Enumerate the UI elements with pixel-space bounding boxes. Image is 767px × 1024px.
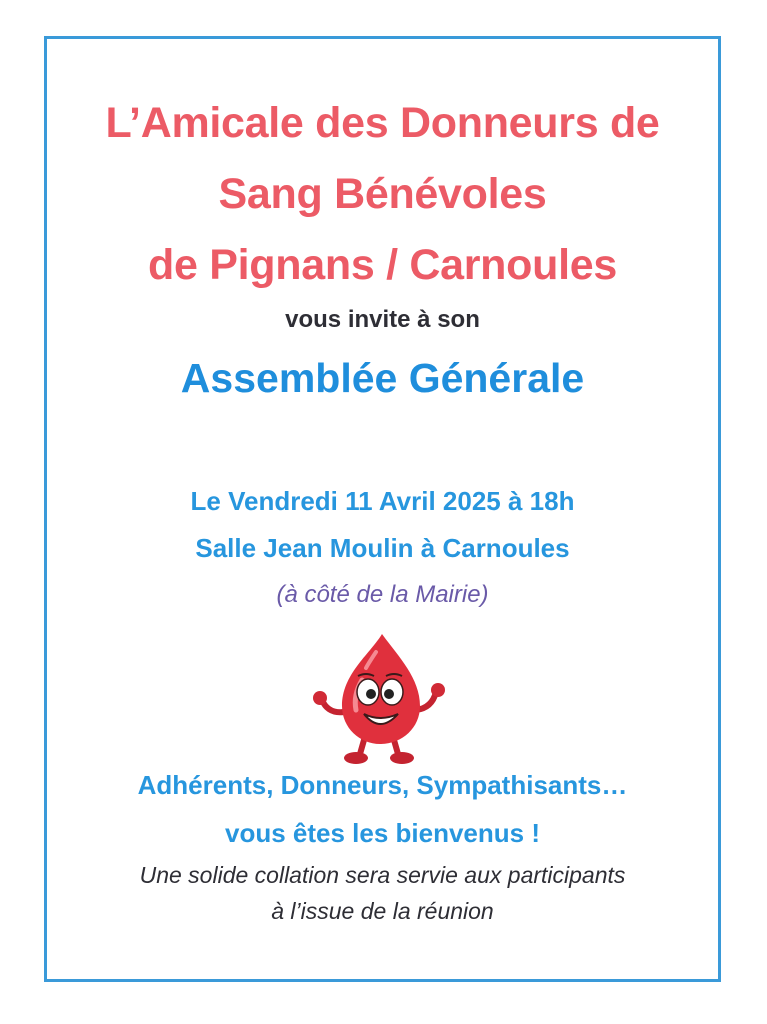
event-name: Assemblée Générale xyxy=(180,355,585,401)
event-venue: Salle Jean Moulin à Carnoules xyxy=(195,533,570,563)
invite-text: vous invite à son xyxy=(285,306,480,333)
title-line-3: de Pignans / Carnoules xyxy=(148,241,617,289)
snack-line-1: Une solide collation sera servie aux participants xyxy=(139,862,626,888)
welcome-line-2: vous êtes les bienvenus ! xyxy=(224,818,540,848)
venue-note: (à côté de la Mairie) xyxy=(276,581,489,608)
welcome-line-1: Adhérents, Donneurs, Sympathisants… xyxy=(137,770,628,800)
blood-drop-mascot-icon xyxy=(306,628,458,768)
title-line-1: L’Amicale des Donneurs de xyxy=(105,99,660,147)
event-date: Le Vendredi 11 Avril 2025 à 18h xyxy=(190,486,575,516)
title-line-2: Sang Bénévoles xyxy=(218,170,547,218)
snack-line-2: à l’issue de la réunion xyxy=(271,898,494,924)
